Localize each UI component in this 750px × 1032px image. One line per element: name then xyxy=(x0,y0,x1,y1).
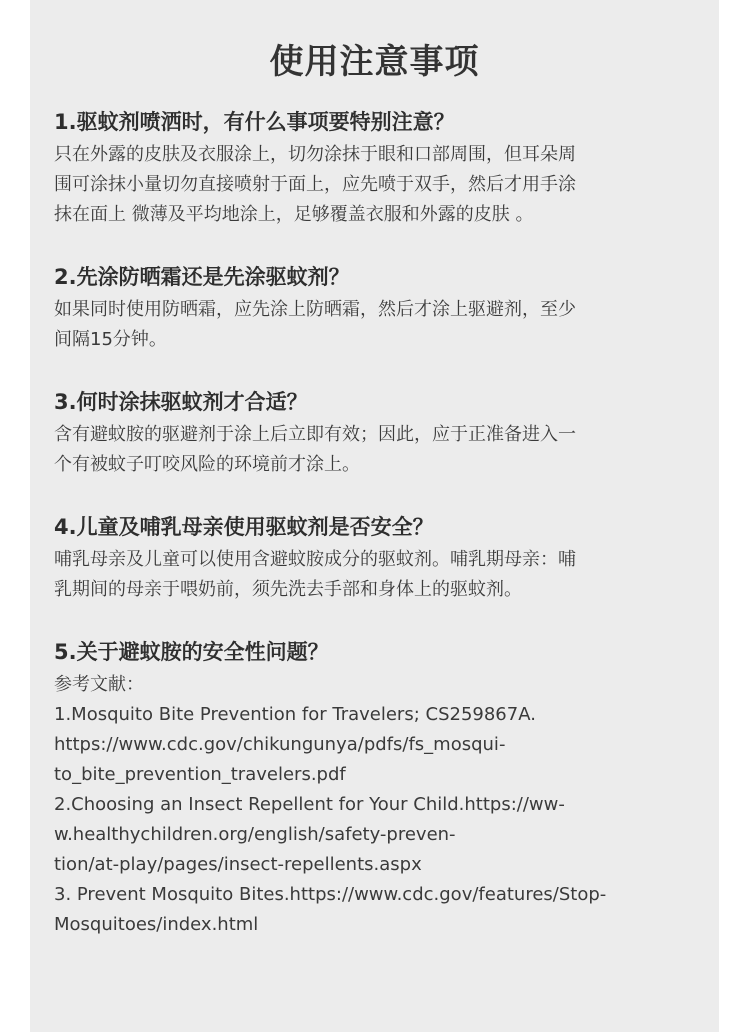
reference-line: https://www.cdc.gov/chikungunya/pdfs/fs_mosqui- xyxy=(54,734,506,755)
reference-line: Mosquitoes/index.html xyxy=(54,914,259,935)
faq-item-1 xyxy=(54,106,695,230)
faq-answer xyxy=(54,670,695,940)
answer-line: 含有避蚊胺的驱避剂于涂上后立即有效；因此，应于正准备进入一 xyxy=(54,424,576,445)
answer-line: 如果同时使用防晒霜，应先涂上防晒霜，然后才涂上驱避剂，至少 xyxy=(54,299,576,320)
answer-line: 只在外露的皮肤及衣服涂上，切勿涂抹于眼和口部周围，但耳朵周 xyxy=(54,144,576,165)
faq-answer xyxy=(54,420,695,480)
faq-question: 5.关于避蚊胺的安全性问题？ xyxy=(54,640,329,664)
answer-line: 参考文献： xyxy=(54,674,144,695)
answer-line: 抹在面上 微薄及平均地涂上，足够覆盖衣服和外露的皮肤 。 xyxy=(54,204,534,225)
answer-line: 乳期间的母亲于喂奶前，须先洗去手部和身体上的驱蚊剂。 xyxy=(54,579,522,600)
answer-line: 个有被蚊子叮咬风险的环境前才涂上。 xyxy=(54,454,360,475)
answer-line: 哺乳母亲及儿童可以使用含避蚊胺成分的驱蚊剂。哺乳期母亲：哺 xyxy=(54,549,576,570)
content-panel xyxy=(30,0,719,1032)
answer-line: 间隔15分钟。 xyxy=(54,329,167,350)
reference-line: 3. Prevent Mosquito Bites.https://www.cdc.gov/features/Stop- xyxy=(54,884,607,905)
faq-answer xyxy=(54,140,695,230)
faq-list xyxy=(30,84,719,940)
faq-item-4 xyxy=(54,511,695,605)
reference-line: tion/at-play/pages/insect-repellents.aspx xyxy=(54,854,422,875)
answer-line: 围可涂抹小量切勿直接喷射于面上，应先喷于双手，然后才用手涂 xyxy=(54,174,576,195)
page-title: 使用注意事项 xyxy=(269,42,480,82)
faq-question: 4.儿童及哺乳母亲使用驱蚊剂是否安全？ xyxy=(54,515,434,539)
faq-question: 2.先涂防晒霜还是先涂驱蚊剂？ xyxy=(54,265,350,289)
faq-answer xyxy=(54,545,695,605)
reference-line: w.healthychildren.org/english/safety-preven- xyxy=(54,824,456,845)
faq-item-5 xyxy=(54,636,695,940)
faq-question: 3.何时涂抹驱蚊剂才合适？ xyxy=(54,390,308,414)
reference-line: to_bite_prevention_travelers.pdf xyxy=(54,764,346,785)
reference-line: 1.Mosquito Bite Prevention for Travelers; CS259867A. xyxy=(54,704,536,725)
faq-answer xyxy=(54,295,695,355)
faq-question: 1.驱蚊剂喷洒时，有什么事项要特别注意？ xyxy=(54,110,455,134)
faq-item-3 xyxy=(54,386,695,480)
faq-item-2 xyxy=(54,261,695,355)
reference-line: 2.Choosing an Insect Repellent for Your Child.https://ww- xyxy=(54,794,565,815)
